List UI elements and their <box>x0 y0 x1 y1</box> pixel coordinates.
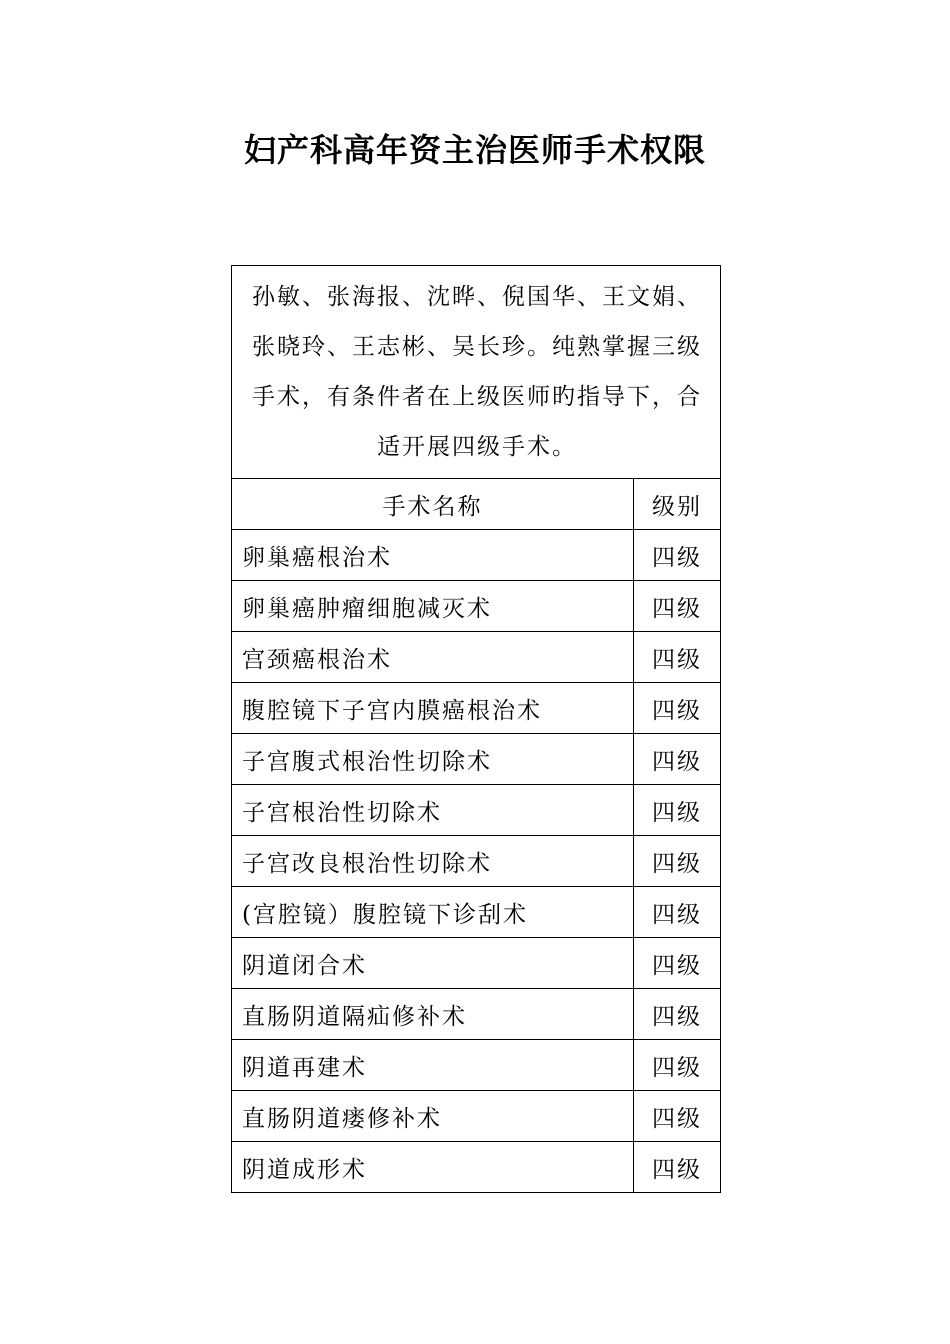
surgery-level-cell: 四级 <box>634 734 721 785</box>
surgery-level-cell: 四级 <box>634 581 721 632</box>
table-row <box>232 1091 721 1142</box>
table-row <box>232 785 721 836</box>
table-row <box>232 989 721 1040</box>
physician-list-text: 孙敏、张海报、沈晔、倪国华、王文娟、张晓玲、王志彬、吴长珍。纯熟掌握三级手术，有条件者在上级医师旳指导下，合适开展四级手术。 <box>232 266 721 479</box>
surgery-permission-table <box>231 265 721 1193</box>
table-row <box>232 581 721 632</box>
surgery-level-cell: 四级 <box>634 1091 721 1142</box>
table-row <box>232 530 721 581</box>
table-row <box>232 734 721 785</box>
surgery-name-cell: 子宫根治性切除术 <box>232 785 634 836</box>
header-row <box>232 479 721 530</box>
surgery-name-cell: 卵巢癌根治术 <box>232 530 634 581</box>
surgery-level-cell: 四级 <box>634 989 721 1040</box>
table-row <box>232 683 721 734</box>
page-title: 妇产科高年资主治医师手术权限 <box>243 131 706 169</box>
surgery-level-cell: 四级 <box>634 683 721 734</box>
surgery-name-cell: 阴道成形术 <box>232 1142 634 1193</box>
table-row <box>232 887 721 938</box>
surgery-name-cell: 腹腔镜下子宫内膜癌根治术 <box>232 683 634 734</box>
surgery-level-cell: 四级 <box>634 1142 721 1193</box>
intro-row <box>232 266 721 479</box>
surgery-name-cell: 阴道再建术 <box>232 1040 634 1091</box>
table-row <box>232 1142 721 1193</box>
surgery-name-cell: 子宫改良根治性切除术 <box>232 836 634 887</box>
surgery-level-cell: 四级 <box>634 887 721 938</box>
table-row <box>232 938 721 989</box>
surgery-name-cell: 卵巢癌肿瘤细胞减灭术 <box>232 581 634 632</box>
table-row <box>232 632 721 683</box>
surgery-name-cell: 直肠阴道瘘修补术 <box>232 1091 634 1142</box>
surgery-level-cell: 四级 <box>634 1040 721 1091</box>
surgery-level-cell: 四级 <box>634 785 721 836</box>
surgery-level-cell: 四级 <box>634 938 721 989</box>
column-header-surgery-name: 手术名称 <box>232 479 634 530</box>
surgery-name-cell: 直肠阴道隔疝修补术 <box>232 989 634 1040</box>
column-header-level: 级别 <box>634 479 721 530</box>
table-row <box>232 836 721 887</box>
table-row <box>232 1040 721 1091</box>
surgery-level-cell: 四级 <box>634 530 721 581</box>
surgery-level-cell: 四级 <box>634 632 721 683</box>
surgery-name-cell: 宫颈癌根治术 <box>232 632 634 683</box>
surgery-name-cell: 阴道闭合术 <box>232 938 634 989</box>
surgery-level-cell: 四级 <box>634 836 721 887</box>
surgery-name-cell: (宫腔镜）腹腔镜下诊刮术 <box>232 887 634 938</box>
surgery-name-cell: 子宫腹式根治性切除术 <box>232 734 634 785</box>
